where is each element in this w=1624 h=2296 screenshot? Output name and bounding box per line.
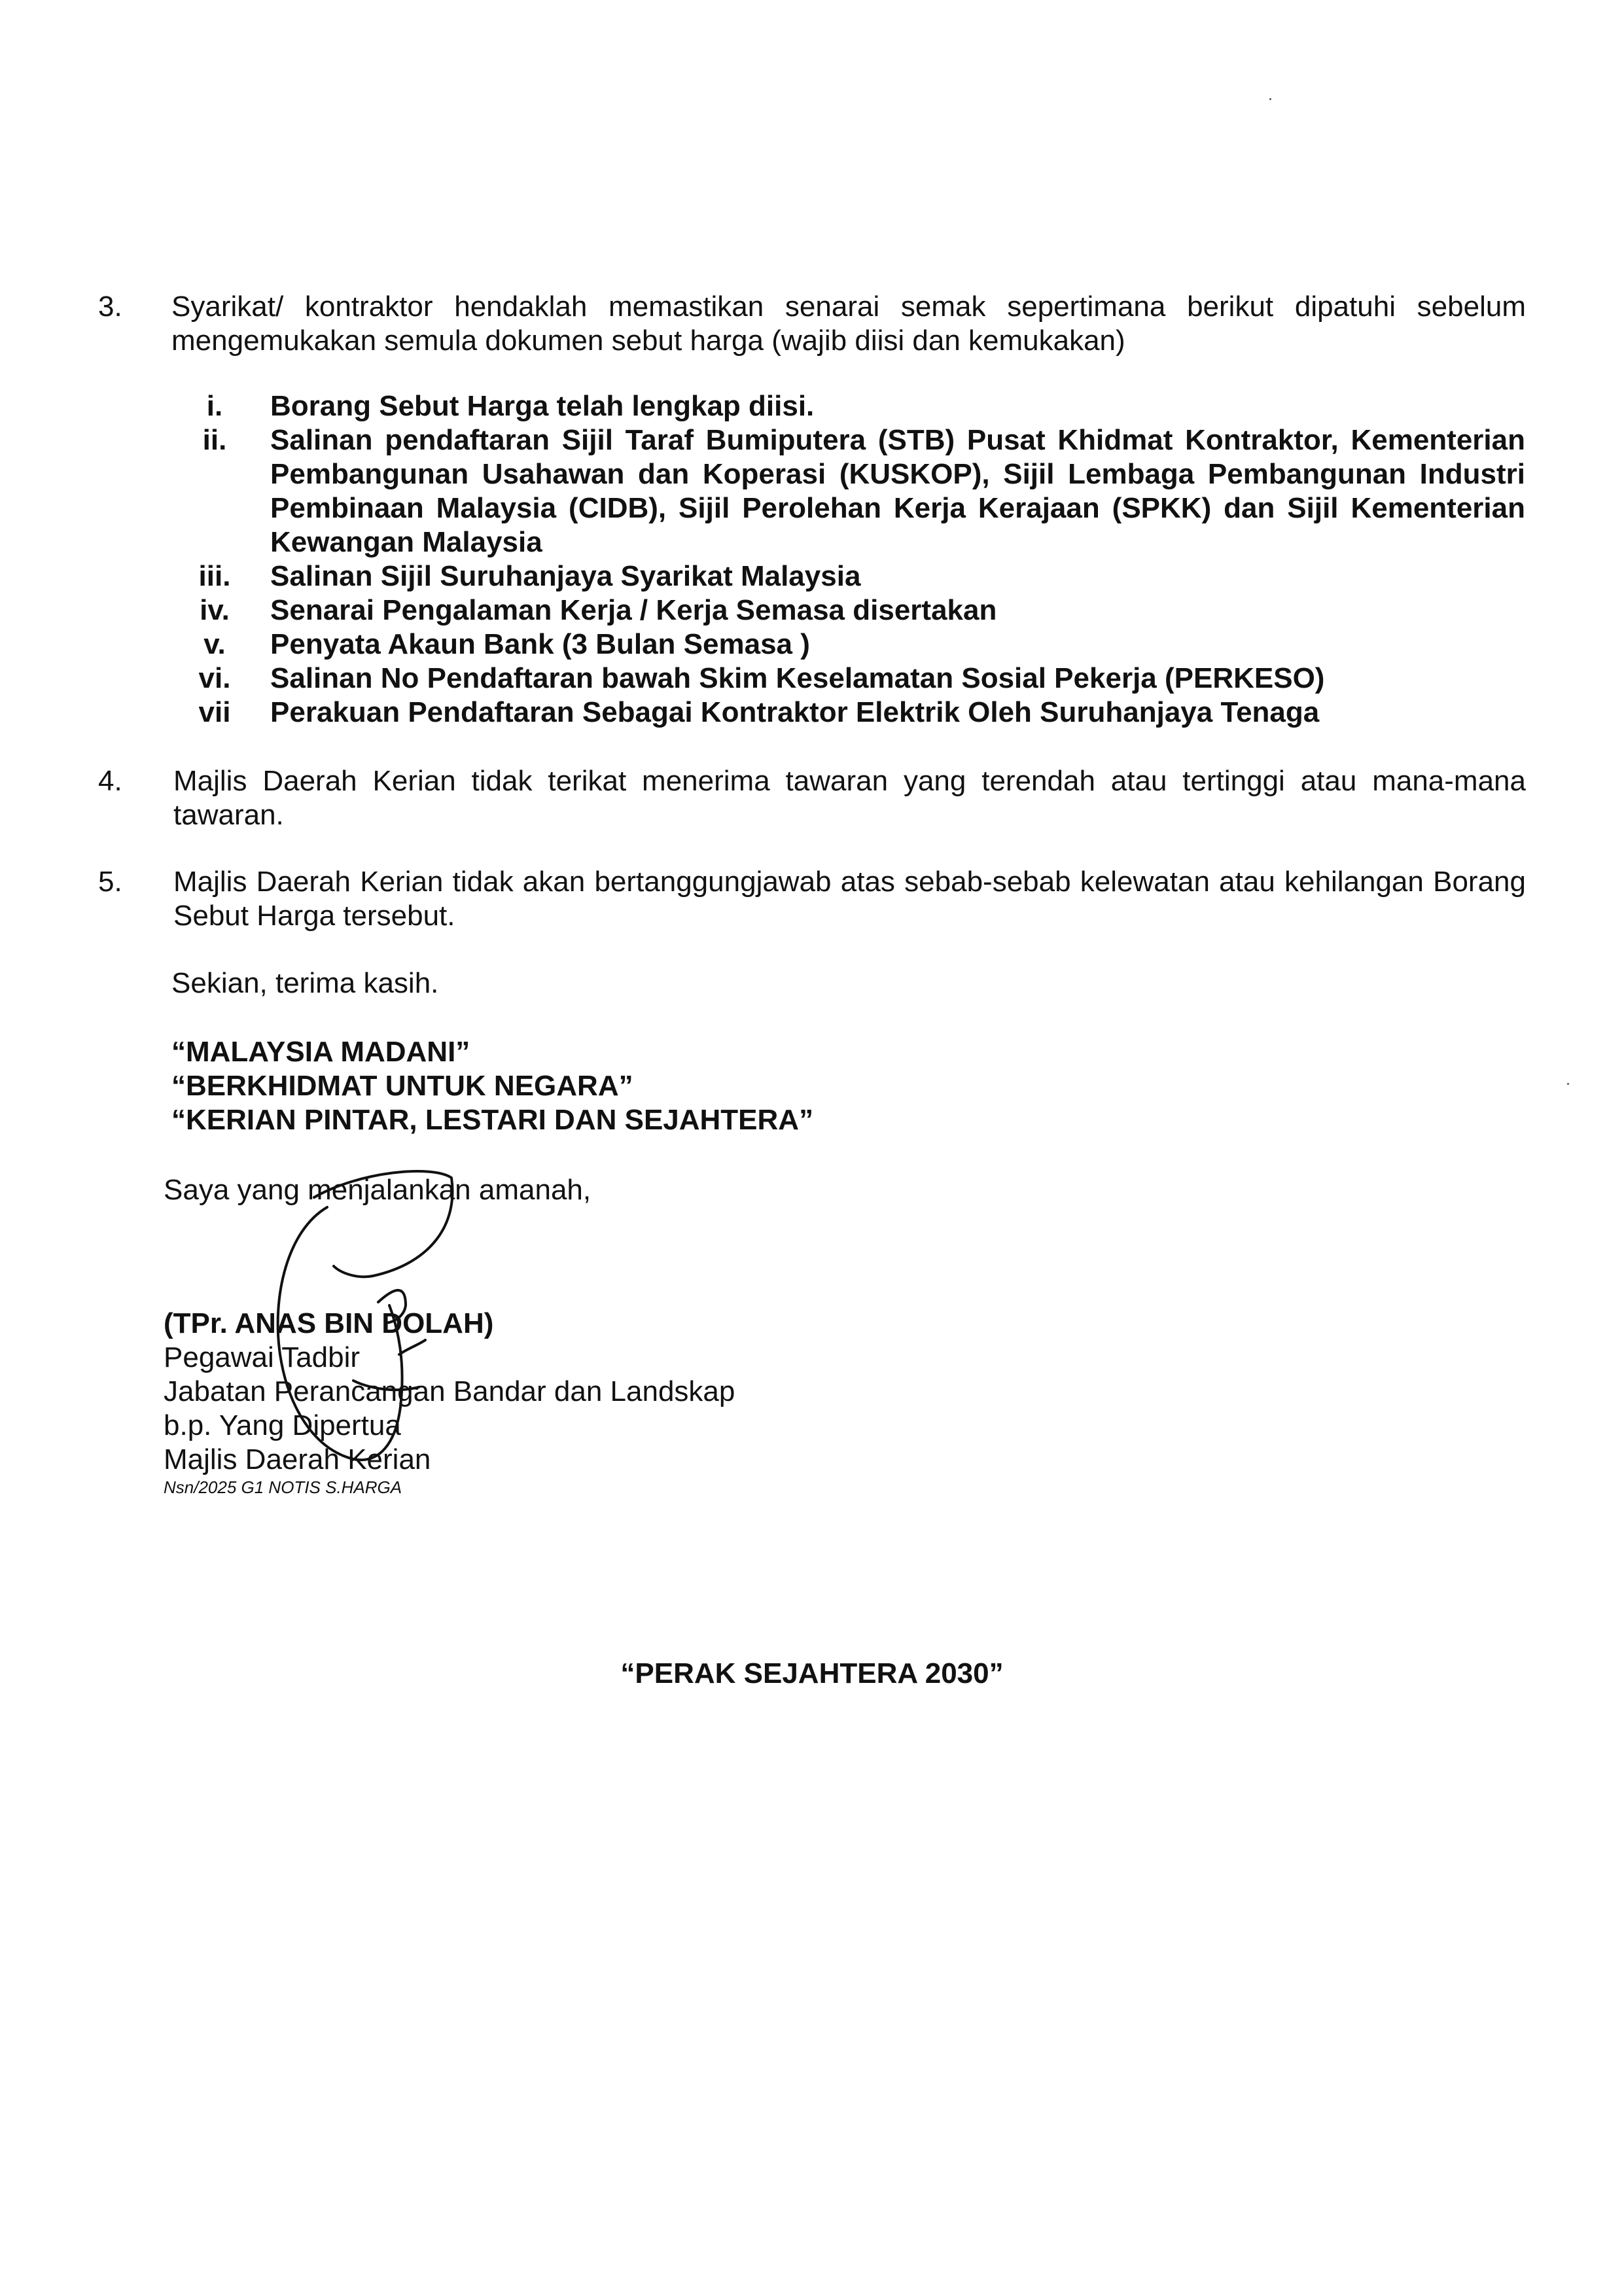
checklist-item-3-text: Salinan Sijil Suruhanjaya Syarikat Malaysia — [270, 560, 861, 592]
signatory-organisation: Majlis Daerah Kerian — [164, 1443, 431, 1475]
slogan-line-1: “MALAYSIA MADANI” — [171, 1036, 470, 1068]
section-3-text: Syarikat/ kontraktor hendaklah memastikan senarai semak sepertimana berikut dipatuhi sebelum mengemukakan semula dokumen sebut harga (wajib diisi dan kemukakan) — [171, 291, 1526, 357]
checklist-item-2-numeral: ii. — [202, 424, 227, 456]
scan-speck — [1567, 1083, 1569, 1085]
section-4-text: Majlis Daerah Kerian tidak terikat menerima tawaran yang terendah atau tertinggi atau mana-mana tawaran. — [173, 765, 1526, 831]
slogan-line-3: “KERIAN PINTAR, LESTARI DAN SEJAHTERA” — [171, 1104, 814, 1136]
scan-speck — [1269, 98, 1271, 100]
signatory-on-behalf: b.p. Yang Dipertua — [164, 1409, 401, 1441]
checklist-item-5-numeral: v. — [203, 628, 226, 660]
closing-text: Sekian, terima kasih. — [171, 967, 439, 999]
checklist-item-4-text: Senarai Pengalaman Kerja / Kerja Semasa disertakan — [270, 594, 997, 626]
checklist-item-2-text: Salinan pendaftaran Sijil Taraf Bumiputera (STB) Pusat Khidmat Kontraktor, Kementerian Pembangunan Usahawan dan Koperasi (KUSKOP), Sijil Lembaga Pembangunan Industri Pembinaan Malaysia (CIDB), Sijil Perolehan Kerja Kerajaan (SPKK) dan Sijil Kementerian Kewangan Malaysia — [270, 424, 1525, 558]
checklist-item-1-numeral: i. — [206, 390, 223, 422]
footer-slogan: “PERAK SEJAHTERA 2030” — [620, 1657, 1004, 1689]
checklist-item-7-numeral: vii — [198, 696, 231, 728]
checklist-item-5-text: Penyata Akaun Bank (3 Bulan Semasa ) — [270, 628, 810, 660]
section-3-number: 3. — [98, 291, 122, 323]
checklist-item-4-numeral: iv. — [200, 594, 230, 626]
signoff-text: Saya yang menjalankan amanah, — [164, 1174, 591, 1206]
section-4-number: 4. — [98, 765, 122, 797]
reference-number: Nsn/2025 G1 NOTIS S.HARGA — [164, 1477, 402, 1497]
section-5-text: Majlis Daerah Kerian tidak akan bertanggungjawab atas sebab-sebab kelewatan atau kehilangan Borang Sebut Harga tersebut. — [173, 866, 1526, 932]
section-5-number: 5. — [98, 866, 122, 898]
signatory-name: (TPr. ANAS BIN DOLAH) — [164, 1307, 494, 1339]
signatory-department: Jabatan Perancangan Bandar dan Landskap — [164, 1375, 735, 1407]
checklist-item-6-numeral: vi. — [198, 662, 231, 694]
signatory-position: Pegawai Tadbir — [164, 1341, 361, 1373]
checklist-item-1-text: Borang Sebut Harga telah lengkap diisi. — [270, 390, 815, 422]
checklist-item-7-text: Perakuan Pendaftaran Sebagai Kontraktor Elektrik Oleh Suruhanjaya Tenaga — [270, 696, 1320, 728]
slogan-line-2: “BERKHIDMAT UNTUK NEGARA” — [171, 1070, 633, 1102]
checklist-item-3-numeral: iii. — [198, 560, 231, 592]
checklist-item-6-text: Salinan No Pendaftaran bawah Skim Keselamatan Sosial Pekerja (PERKESO) — [270, 662, 1325, 694]
